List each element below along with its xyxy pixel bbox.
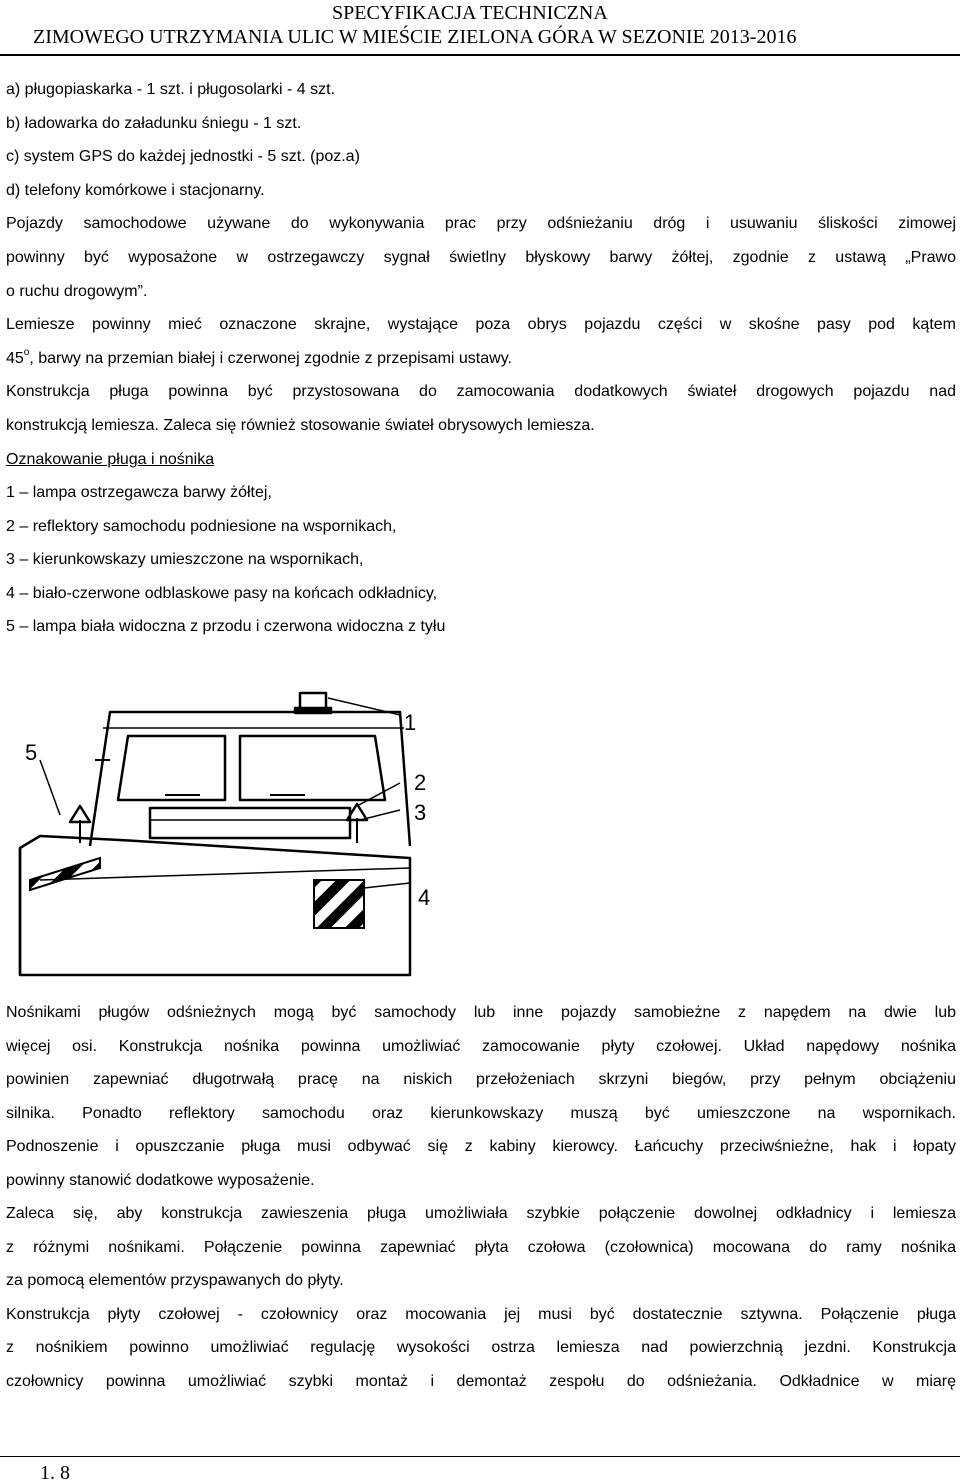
para5-line2: z różnymi nośnikami. Połączenie powinna zapewniać płyta czołowa (czołownica) mocowana do ramy nośnika (6, 1239, 956, 1256)
marking-item-4: 4 – biało-czerwone odblaskowe pasy na końcach odkładnicy, (6, 585, 438, 602)
equipment-item-a: a) pługopiaskarka - 1 szt. i pługosolarki - 4 szt. (6, 81, 336, 98)
marking-item-5: 5 – lampa biała widoczna z przodu i czerwona widoczna z tyłu (6, 618, 446, 635)
para4-line4: silnika. Ponadto reflektory samochodu oraz kierunkowskazy muszą być umieszczone na wspornikach. (6, 1105, 956, 1122)
right-stripes (314, 880, 364, 928)
equipment-item-c: c) system GPS do każdej jednostki - 5 szt. (poz.a) (6, 148, 360, 165)
para6-line1: Konstrukcja płyty czołowej - czołownicy oraz mocowania jej musi być dostatecznie sztywna. Połączenie pługa (6, 1306, 956, 1323)
header-title: SPECYFIKACJA TECHNICZNA (332, 2, 608, 24)
cab-outline (90, 712, 410, 846)
para4-line2: więcej osi. Konstrukcja nośnika powinna umożliwiać zamocowanie płyty czołowej. Układ napędowy nośnika (6, 1038, 956, 1055)
windshield-left (118, 736, 225, 800)
para6-line2: z nośnikiem powinno umożliwiać regulację wysokości ostrza lemiesza nad powierzchnią jezdni. Konstrukcja (6, 1339, 956, 1356)
header-subtitle: ZIMOWEGO UTRZYMANIA ULIC W MIEŚCIE ZIELONA GÓRA W SEZONIE 2013-2016 (33, 26, 797, 48)
figure-label-5: 5 (25, 740, 38, 765)
para3-line2: konstrukcją lemiesza. Zaleca się również stosowanie świateł obrysowych lemiesza. (6, 417, 595, 434)
para6-line3: czołownicy powinna umożliwiać szybki montaż i demontaż zespołu do odśnieżania. Odkładnice w miarę (6, 1373, 956, 1390)
header-divider (0, 54, 960, 56)
para4-line6: powinny stanowić dodatkowe wyposażenie. (6, 1172, 315, 1189)
windshield-right (240, 736, 385, 800)
para4-line5: Podnoszenie i opuszczanie pługa musi odbywać się z kabiny kierowcy. Łańcuchy przeciwśnieżne, hak i łopaty (6, 1138, 956, 1155)
plough-diagram (0, 680, 960, 980)
grille (150, 808, 350, 838)
para1-line1: Pojazdy samochodowe używane do wykonywania prac przy odśnieżaniu dróg i usuwaniu śliskości zimowej (6, 215, 956, 232)
marking-item-1: 1 – lampa ostrzegawcza barwy żółtej, (6, 484, 272, 501)
left-stripes (30, 858, 100, 890)
para5-line3: za pomocą elementów przyspawanych do płyty. (6, 1272, 344, 1289)
para1-line2: powinny być wyposażone w ostrzegawczy sygnał świetlny błyskowy barwy żółtej, zgodnie z ustawą „Prawo (6, 249, 956, 266)
marking-item-2: 2 – reflektory samochodu podniesione na wspornikach, (6, 518, 397, 535)
para4-line1: Nośnikami pługów odśnieżnych mogą być samochody lub inne pojazdy samobieżne z napędem na dwie lub (6, 1004, 956, 1021)
para4-line3: powinien zapewniać długotrwałą pracę na niskich przełożeniach skrzyni biegów, przy pełnym obciążeniu (6, 1071, 956, 1088)
marking-heading: Oznakowanie pługa i nośnika (6, 451, 215, 468)
figure-label-3: 3 (414, 800, 427, 825)
figure-label-4: 4 (418, 885, 431, 910)
figure-label-1: 1 (404, 710, 417, 735)
footer-divider (0, 1456, 960, 1457)
equipment-item-b: b) ładowarka do załadunku śniegu - 1 szt. (6, 115, 302, 132)
figure-label-2: 2 (414, 770, 427, 795)
page-number: 1. 8 (40, 1462, 70, 1484)
para1-line3: o ruchu drogowym”. (6, 283, 148, 300)
para2-line1: Lemiesze powinny mieć oznaczone skrajne, wystające poza obrys pojazdu części w skośne pasy pod kątem (6, 316, 956, 333)
para5-line1: Zaleca się, aby konstrukcja zawieszenia pługa umożliwiała szybkie połączenie dowolnej odkładnicy i lemiesza (6, 1205, 956, 1222)
equipment-item-d: d) telefony komórkowe i stacjonarny. (6, 182, 265, 199)
para2-line2: 45$^o$, barwy na przemian białej i czerwonej zgodnie z przepisami ustawy. (6, 347, 512, 367)
marking-item-3: 3 – kierunkowskazy umieszczone na wspornikach, (6, 551, 364, 568)
para3-line1: Konstrukcja pługa powinna być przystosowana do zamocowania dodatkowych świateł drogowych pojazdu nad (6, 383, 956, 400)
